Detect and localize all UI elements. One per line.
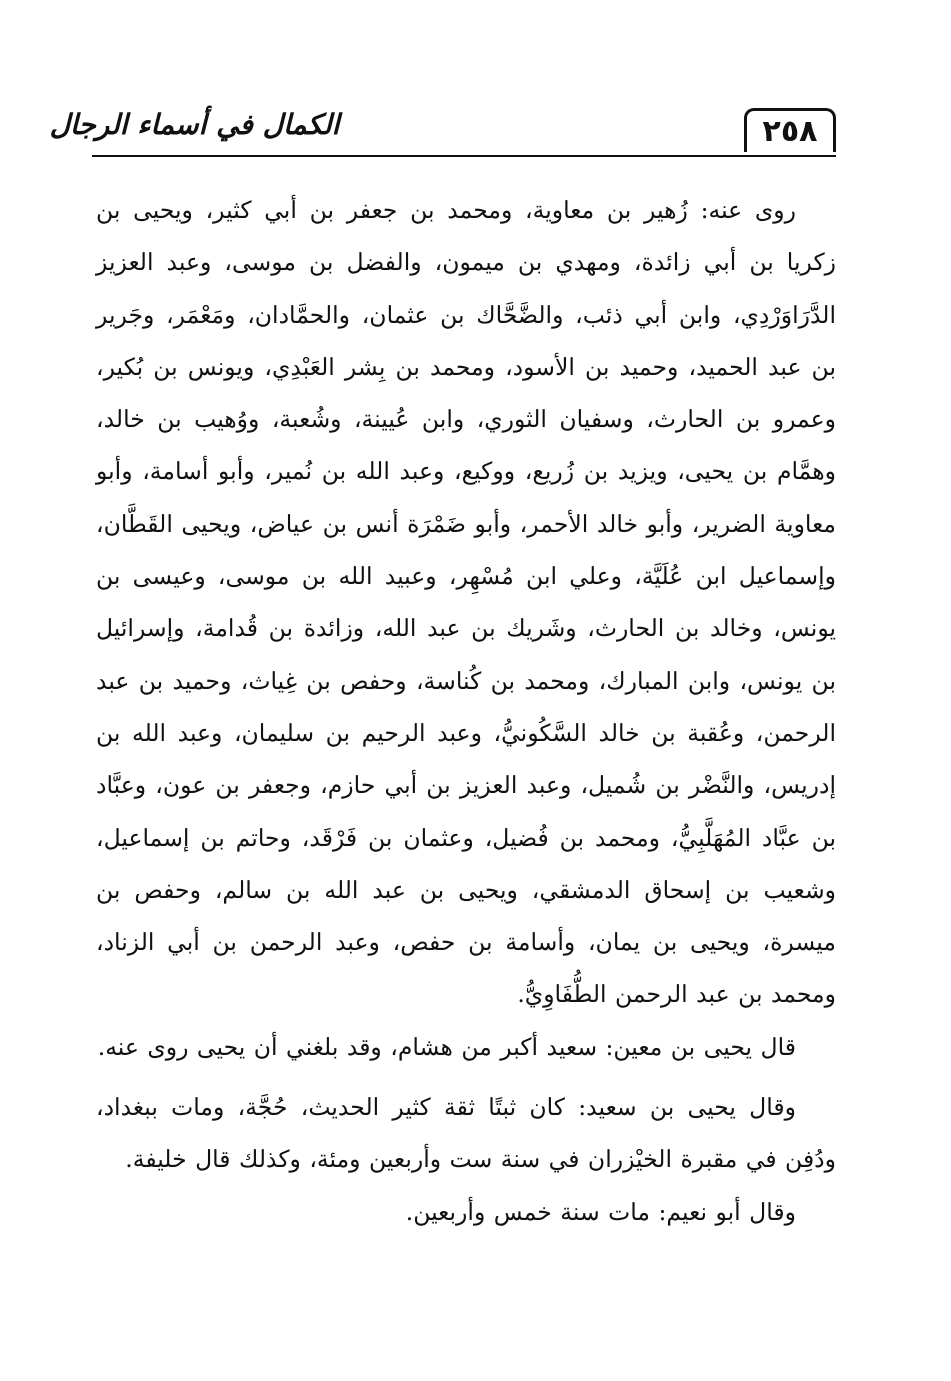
page-number-box (744, 108, 836, 152)
book-title: الكمال في أسماء الرجال (49, 107, 340, 141)
page-number: ٢٥٨ (762, 114, 818, 149)
body-text (96, 184, 836, 1238)
page-header (49, 96, 836, 156)
narrators-paragraph: روى عنه: زُهير بن معاوية، ومحمد بن جعفر بن أبي كثير، ويحيى بن زكريا بن أبي زائدة، ومهدي بن ميمون، والفضل بن موسى، وعبد العزيز الدَّرَاوَرْدِي، وابن أبي ذئب، والضَّحَّاك بن عثمان، والحمَّادان، ومَعْمَر، وجَرير بن عبد الحميد، وحميد بن الأسود، ومحمد بن بِشر العَبْدِي، ويونس بن بُكير، وعمرو بن الحارث، وسفيان الثوري، وابن عُيينة، وشُعبة، ووُهيب بن خالد، وهمَّام بن يحيى، ويزيد بن زُريع، ووكيع، وعبد الله بن نُمير، وأبو أسامة، وأبو معاوية الضرير، وأبو خالد الأحمر، وأبو ضَمْرَة أنس بن عياض، ويحيى القَطَّان، وإسماعيل ابن عُلَيَّة، وعلي ابن مُسْهِر، وعبيد الله بن موسى، وعيسى بن يونس، وخالد بن الحارث، وشَريك بن عبد الله، وزائدة بن قُدامة، وإسرائيل بن يونس، وابن المبارك، ومحمد بن كُناسة، وحفص بن غِياث، وحميد بن عبد الرحمن، وعُقبة بن خالد السَّكُونيُّ، وعبد الرحيم بن سليمان، وعبد الله بن إدريس، والنَّضْر بن شُميل، وعبد العزيز بن أبي حازم، وجعفر بن عون، وعبَّاد بن عبَّاد المُهَلَّبِيُّ، ومحمد بن فُضيل، وعثمان بن فَرْقَد، وحاتم بن إسماعيل، وشعيب بن إسحاق الدمشقي، ويحيى بن عبد الله بن سالم، وحفص بن ميسرة، ويحيى بن يمان، وأسامة بن حفص، وعبد الرحمن بن أبي الزناد، ومحمد بن عبد الرحمن الطُّفَاوِيُّ. (96, 196, 836, 1009)
ibn-maein-paragraph: قال يحيى بن معين: سعيد أكبر من هشام، وقد بلغني أن يحيى روى عنه. (97, 1032, 796, 1061)
abu-nuaim-paragraph: وقال أبو نعيم: مات سنة خمس وأربعين. (405, 1197, 796, 1226)
yahya-ibn-said-paragraph: وقال يحيى بن سعيد: كان ثبتًا ثقة كثير الحديث، حُجَّة، ومات ببغداد، ودُفِن في مقبرة الخيْزران في سنة ست وأربعين ومئة، وكذلك قال خليفة. (96, 1093, 836, 1174)
header-rule (92, 155, 836, 157)
